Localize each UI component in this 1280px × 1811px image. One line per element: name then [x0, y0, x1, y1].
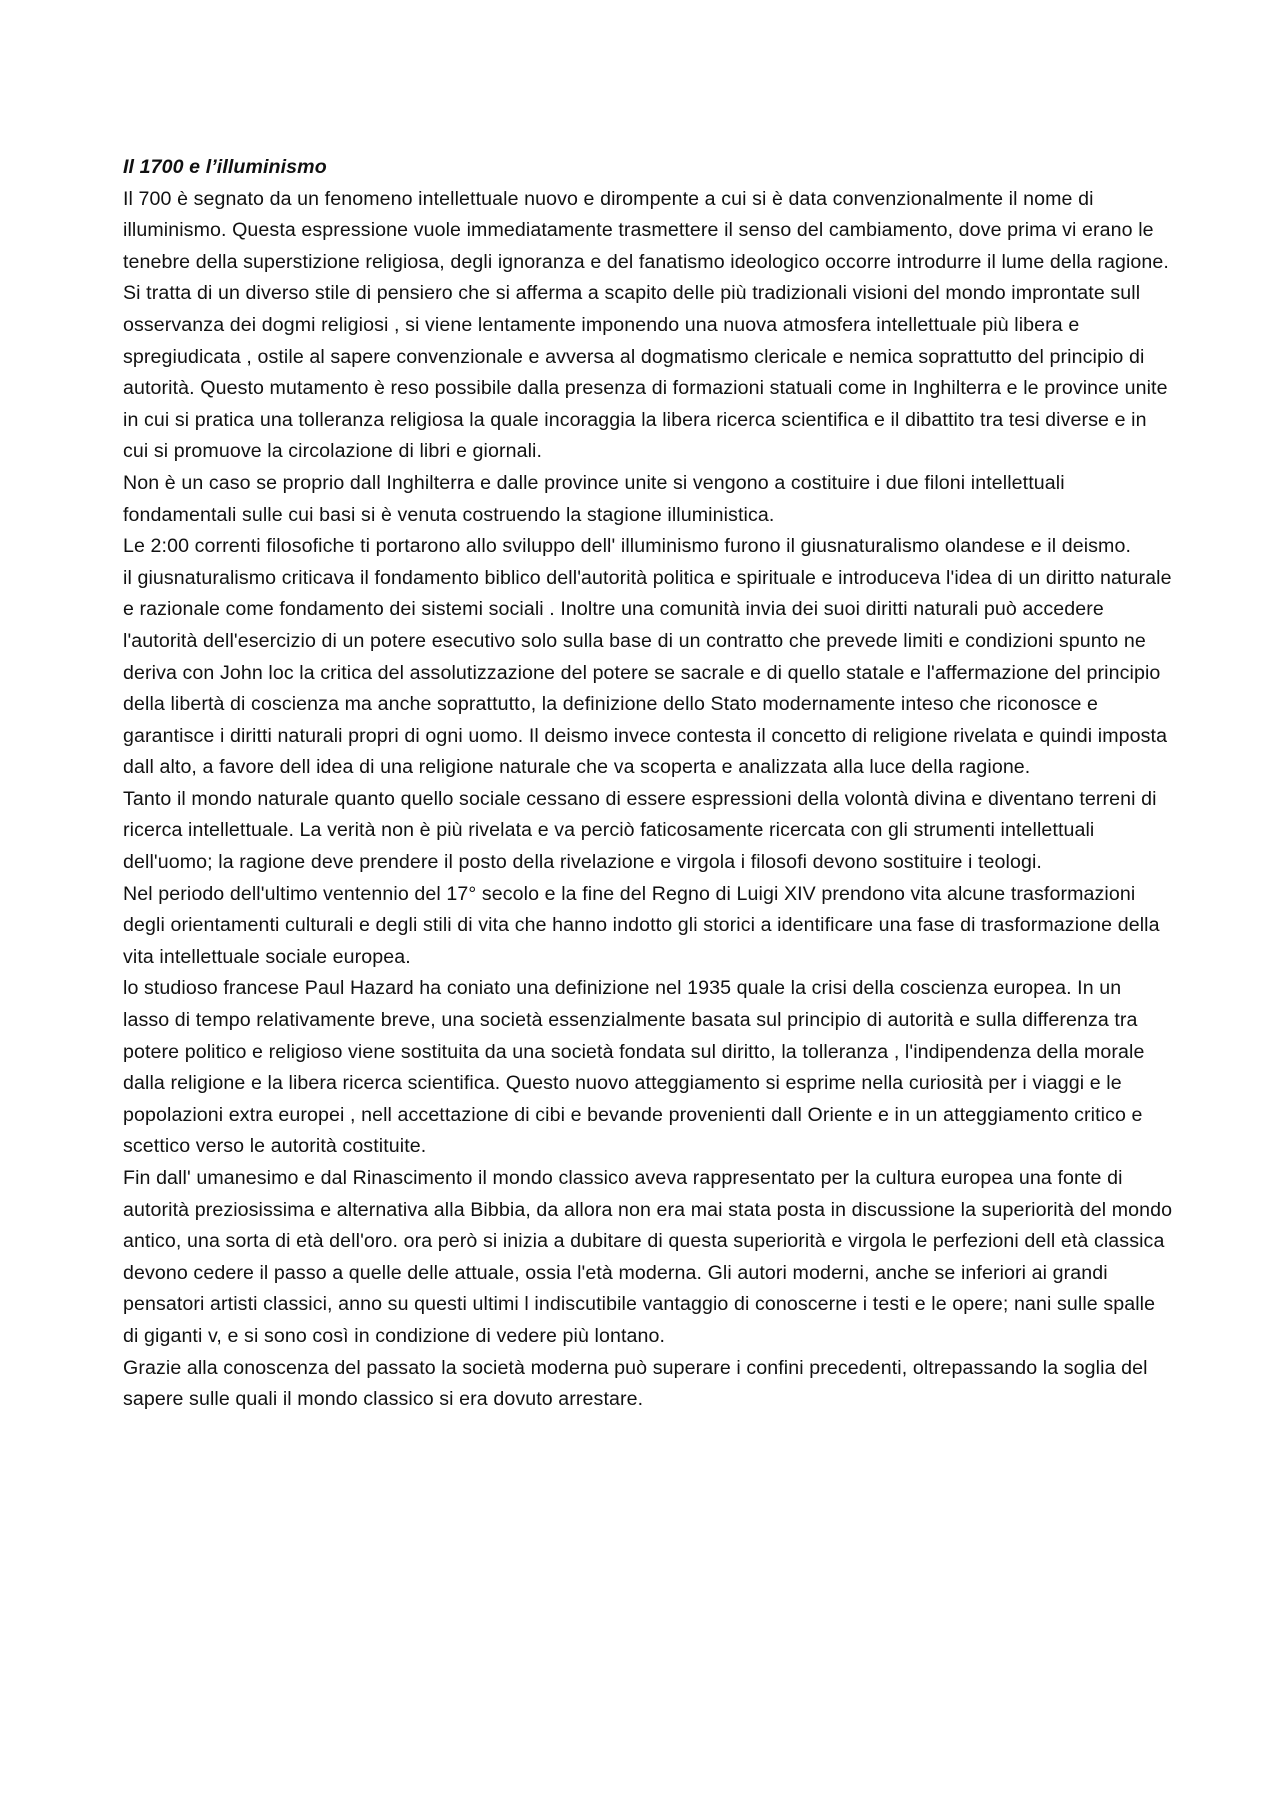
- paragraph-ventennio: Nel periodo dell'ultimo ventennio del 17° secolo e la fine del Regno di Luigi XIV prendono vita alcune trasformazioni degli orientamenti culturali e degli stili di vita che hanno indotto gli storici a identificare una fase di trasformazione della vita intellettuale sociale europea.: [123, 882, 1160, 968]
- document-body: [123, 152, 1173, 1416]
- paragraph-filoni: Non è un caso se proprio dall Inghilterra e dalle province unite si vengono a costituire i due filoni intellettuali fondamentali sulle cui basi si è venuta costruendo la stagione illuministica.: [123, 471, 1065, 526]
- paragraph-umanesimo: Fin dall' umanesimo e dal Rinascimento il mondo classico aveva rappresentato per la cultura europea una fonte di autorità preziosissima e alternativa alla Bibbia, da allora non era mai stata posta in discussione la superiorità del mondo antico, una sorta di età dell'oro. ora però si inizia a dubitare di questa superiorità e virgola le perfezioni dell età classica devono cedere il passo a quelle delle attuale, ossia l'età moderna. Gli autori moderni, anche se inferiori ai grandi pensatori artisti classici, anno su questi ultimi l indiscutibile vantaggio di conoscerne i testi e le opere; nani sulle spalle di giganti v, e si sono così in condizione di vedere più lontano.: [123, 1167, 1173, 1347]
- document-title: Il 1700 e l’illuminismo: [123, 156, 327, 178]
- paragraph-giusnaturalismo: il giusnaturalismo criticava il fondamento biblico dell'autorità politica e spirituale e introduceva l'idea di un diritto naturale e razionale come fondamento dei sistemi sociali . Inoltre una comunità invia dei suoi diritti naturali può accedere l'autorità dell'esercizio di un potere esecutivo solo sulla base di un contratto che prevede limiti e condizioni spunto ne deriva con John loc la critica del assolutizzazione del potere se sacrale e di quello statale e l'affermazione del principio della libertà di coscienza ma anche soprattutto, la definizione dello Stato modernamente inteso che riconosce e garantisce i diritti naturali propri di ogni uomo. Il deismo invece contesta il concetto di religione rivelata e quindi imposta dall alto, a favore dell idea di una religione naturale che va scoperta e analizzata alla luce della ragione.: [123, 566, 1172, 779]
- paragraph-intro: Il 700 è segnato da un fenomeno intellettuale nuovo e dirompente a cui si è data convenzionalmente il nome di illuminismo. Questa espressione vuole immediatamente trasmettere il senso del cambiamento, dove prima vi erano le tenebre della superstizione religiosa, degli ignoranza e del fanatismo ideologico occorre introdurre il lume della ragione. Si tratta di un diverso stile di pensiero che si afferma a scapito delle più tradizionali visioni del mondo improntate sull osservanza dei dogmi religiosi , si viene lentamente imponendo una nuova atmosfera intellettuale più libera e spregiudicata , ostile al sapere convenzionale e avversa al dogmatismo clericale e nemica soprattutto del principio di autorità. Questo mutamento è reso possibile dalla presenza di formazioni statuali come in Inghilterra e le province unite in cui si pratica una tolleranza religiosa la quale incoraggia la libera ricerca scientifica e il dibattito tra tesi diverse e in cui si promuove la circolazione di libri e giornali.: [123, 187, 1169, 463]
- paragraph-hazard: lo studioso francese Paul Hazard ha coniato una definizione nel 1935 quale la crisi della coscienza europea. In un lasso di tempo relativamente breve, una società essenzialmente basata sul principio di autorità e sulla differenza tra potere politico e religioso viene sostituita da una società fondata sul diritto, la tolleranza , l'indipendenza della morale dalla religione e la libera ricerca scientifica. Questo nuovo atteggiamento si esprime nella curiosità per i viaggi e le popolazioni extra europei , nell accettazione di cibi e bevande provenienti dall Oriente e in un atteggiamento critico e scettico verso le autorità costituite.: [123, 977, 1145, 1158]
- paragraph-correnti: Le 2:00 correnti filosofiche ti portarono allo sviluppo dell' illuminismo furono il giusnaturalismo olandese e il deismo.: [123, 535, 1132, 558]
- paragraph-conclusione: Grazie alla conoscenza del passato la società moderna può superare i confini precedenti, oltrepassando la soglia del sapere sulle quali il mondo classico si era dovuto arrestare.: [123, 1356, 1148, 1411]
- paragraph-mondo-naturale: Tanto il mondo naturale quanto quello sociale cessano di essere espressioni della volontà divina e diventano terreni di ricerca intellettuale. La verità non è più rivelata e va perciò faticosamente ricercata con gli strumenti intellettuali dell'uomo; la ragione deve prendere il posto della rivelazione e virgola i filosofi devono sostituire i teologi.: [123, 787, 1157, 874]
